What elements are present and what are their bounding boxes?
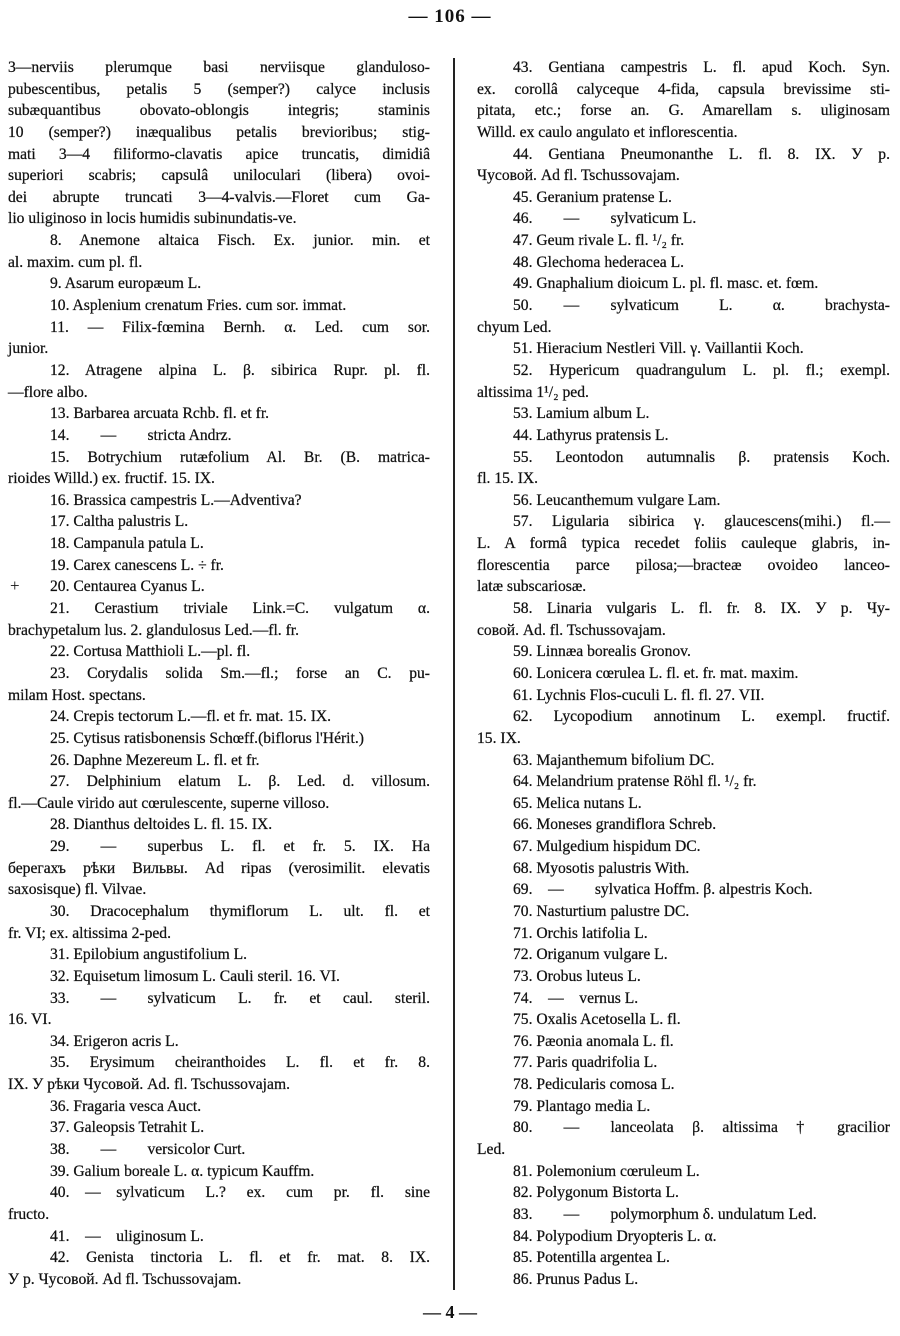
- text-line: 77. Paris quadrifolia L.: [513, 1054, 658, 1072]
- text-line: 49. Gnaphalium dioicum L. pl. fl. masc. et. fœm.: [513, 275, 819, 293]
- text-line: 52. Hypericum quadrangulum L. pl. fl.; exempl.: [513, 361, 890, 379]
- text-line: superiori scabris; capsulâ uniloculari (libera) ovoi-: [8, 167, 430, 185]
- text-line: 56. Leucanthemum vulgare Lam.: [513, 491, 721, 509]
- species-entry: [8, 403, 430, 425]
- text-line: 24. Crepis tectorum L.—fl. et fr. mat. 15. IX.: [50, 708, 332, 726]
- text-line: rioides Willd.) ex. fructif. 15. IX.: [8, 470, 215, 488]
- species-entry: [8, 555, 430, 577]
- text-line: 84. Polypodium Dryopteris L. α.: [513, 1227, 717, 1245]
- text-line: 12. Atragene alpina L. β. sibirica Rupr. pl. fl.: [50, 361, 430, 379]
- text-line: 79. Plantago media L.: [513, 1097, 651, 1115]
- species-entry: [477, 490, 890, 512]
- species-entry: [8, 1226, 430, 1248]
- column-divider: [453, 58, 455, 1290]
- species-entry: [477, 901, 890, 923]
- text-line: fructo.: [8, 1205, 50, 1223]
- species-entry: [477, 1269, 890, 1291]
- species-entry: [477, 447, 890, 490]
- text-line: 9. Asarum europæum L.: [50, 275, 202, 293]
- species-entry: [8, 988, 430, 1031]
- text-line: 59. Linnæa borealis Gronov.: [513, 643, 691, 661]
- species-entry: [8, 425, 430, 447]
- species-entry: [8, 706, 430, 728]
- text-line: fr. VI; ex. altissima 2-ped.: [8, 924, 171, 942]
- text-line: 61. Lychnis Flos-cuculi L. fl. fl. 27. VII.: [513, 686, 765, 704]
- species-entry: [477, 1009, 890, 1031]
- species-entry: [477, 750, 890, 772]
- species-entry: [8, 1117, 430, 1139]
- text-line: 82. Polygonum Bistorta L.: [513, 1184, 679, 1202]
- text-line: 14. — stricta Andrz.: [50, 426, 232, 444]
- text-line: 45. Geranium pratense L.: [513, 188, 672, 206]
- species-entry: [8, 1161, 430, 1183]
- species-entry: [477, 208, 890, 230]
- species-entry: [8, 836, 430, 901]
- text-line: junior.: [8, 340, 49, 358]
- species-entry: [477, 944, 890, 966]
- species-entry: [477, 663, 890, 685]
- page-number: — 106 —: [408, 6, 492, 27]
- species-entry: [8, 750, 430, 772]
- left-column: [8, 57, 430, 1291]
- right-column: [477, 57, 890, 1291]
- text-line: 73. Orobus luteus L.: [513, 967, 641, 985]
- text-line: 51. Hieracium Nestleri Vill. γ. Vaillantii Koch.: [513, 340, 804, 358]
- species-entry: [477, 685, 890, 707]
- text-line: 78. Pedicularis comosa L.: [513, 1076, 675, 1094]
- text-line: 47. Geum rivale L. fl. ¹/₂ fr.: [513, 232, 685, 250]
- text-line: 65. Melica nutans L.: [513, 794, 642, 812]
- species-entry: [477, 252, 890, 274]
- text-line: 50. — sylvaticum L. α. brachysta-: [513, 297, 890, 315]
- species-entry: [477, 598, 890, 641]
- species-entry: [8, 598, 430, 641]
- text-line: 18. Campanula patula L.: [50, 535, 204, 553]
- text-line: 21. Cerastium triviale Link.=C. vulgatum α.: [50, 600, 430, 618]
- text-line: 29. — superbus L. fl. et fr. 5. IX. На: [50, 838, 430, 856]
- text-line: 35. Erysimum cheiranthoides L. fl. et fr. 8.: [50, 1054, 430, 1072]
- species-entry: [8, 1247, 430, 1290]
- species-entry: [477, 814, 890, 836]
- text-line: 41. — uliginosum L.: [50, 1227, 204, 1245]
- species-entry: [477, 338, 890, 360]
- text-line: 25. Cytisus ratisbonensis Schœff.(biflorus l'Hérit.): [50, 729, 364, 747]
- text-line: 38. — versicolor Curt.: [50, 1141, 246, 1159]
- text-line: 70. Nasturtium palustre DC.: [513, 902, 690, 920]
- text-line: fl.—Caule virido aut cœrulescente, superne villoso.: [8, 794, 330, 812]
- text-line: L. A formâ typica recedet foliis cauleque glabris, in-: [477, 535, 890, 553]
- text-line: 81. Polemonium cœruleum L.: [513, 1162, 700, 1180]
- text-line: 34. Erigeron acris L.: [50, 1032, 179, 1050]
- text-line: 67. Mulgedium hispidum DC.: [513, 838, 701, 856]
- species-entry: [477, 836, 890, 858]
- text-line: milam Host. spectans.: [8, 686, 146, 704]
- text-line: ex. corollâ calyceque 4-fida, capsula brevissime sti-: [477, 80, 890, 98]
- species-entry: [477, 1096, 890, 1118]
- text-line: 31. Epilobium angustifolium L.: [50, 946, 248, 964]
- text-line: 85. Potentilla argentea L.: [513, 1249, 670, 1267]
- text-line: dei abrupte truncati 3—4-valvis.—Floret cum Ga-: [8, 188, 430, 206]
- text-line: 15. IX.: [477, 729, 521, 747]
- text-line: 22. Cortusa Matthioli L.—pl. fl.: [50, 643, 251, 661]
- text-line: 27. Delphinium elatum L. β. Led. d. villosum.: [50, 773, 430, 791]
- signature-mark: — 4 —: [423, 1302, 477, 1322]
- text-line: 68. Myosotis palustris With.: [513, 859, 690, 877]
- species-entry: [8, 576, 430, 598]
- text-line: 69. — sylvatica Hoffm. β. alpestris Koch.: [513, 881, 813, 899]
- species-entry: [477, 879, 890, 901]
- species-entry: [477, 1074, 890, 1096]
- species-entry: [477, 923, 890, 945]
- text-line: У р. Чусовой. Ad fl. Tschussovajam.: [8, 1270, 242, 1288]
- text-line: 44. Lathyrus pratensis L.: [513, 426, 669, 444]
- species-entry: [477, 144, 890, 187]
- text-line: 33. — sylvaticum L. fr. et caul. steril.: [50, 989, 430, 1007]
- species-entry: [8, 447, 430, 490]
- text-line: 28. Dianthus deltoides L. fl. 15. IX.: [50, 816, 273, 834]
- species-entry: [477, 1117, 890, 1160]
- text-line: 26. Daphne Mezereum L. fl. et fr.: [50, 751, 260, 769]
- species-entry: [8, 1052, 430, 1095]
- species-entry: [477, 1204, 890, 1226]
- species-entry: [8, 663, 430, 706]
- species-entry: [8, 490, 430, 512]
- text-line: altissima 1¹/₂ ped.: [477, 383, 589, 401]
- species-entry: [8, 511, 430, 533]
- species-entry: [8, 360, 430, 403]
- species-entry: [477, 771, 890, 793]
- text-line: 15. Botrychium rutæfolium Al. Br. (B. matrica-: [50, 448, 430, 466]
- species-entry: [477, 966, 890, 988]
- text-line: 37. Galeopsis Tetrahit L.: [50, 1119, 205, 1137]
- margin-cross-mark: +: [10, 576, 20, 596]
- species-entry: [477, 1247, 890, 1269]
- species-entry: [477, 187, 890, 209]
- species-entry: [477, 988, 890, 1010]
- text-line: 46. — sylvaticum L.: [513, 210, 697, 228]
- text-line: 66. Moneses grandiflora Schreb.: [513, 816, 717, 834]
- species-entry: [477, 360, 890, 403]
- text-line: florescentia parce pilosa;—bracteæ ovoideo lanceo-: [477, 556, 890, 574]
- text-line: 60. Lonicera cœrulea L. fl. et. fr. mat. maxim.: [513, 664, 799, 682]
- species-entry: [8, 901, 430, 944]
- species-entry: [477, 403, 890, 425]
- species-entry: [8, 814, 430, 836]
- species-entry: [8, 57, 430, 230]
- text-line: Led.: [477, 1141, 506, 1159]
- text-line: 74. — vernus L.: [513, 989, 639, 1007]
- species-entry: [8, 1139, 430, 1161]
- text-line: 39. Galium boreale L. α. typicum Kauffm.: [50, 1162, 315, 1180]
- species-entry: [8, 728, 430, 750]
- species-entry: [477, 1052, 890, 1074]
- text-line: pitata, etc.; forse an. G. Amarellam s. uliginosam: [477, 102, 890, 120]
- text-line: 58. Linaria vulgaris L. fl. fr. 8. IX. У р. Чу-: [513, 600, 890, 618]
- species-entry: [477, 511, 890, 598]
- text-line: Чусовой. Ad fl. Tschussovajam.: [477, 167, 680, 185]
- text-line: chyum Led.: [477, 318, 552, 336]
- text-line: saxosisque) fl. Vilvae.: [8, 881, 147, 899]
- text-line: 83. — polymorphum δ. undulatum Led.: [513, 1205, 817, 1223]
- species-entry: [8, 966, 430, 988]
- text-line: 23. Corydalis solida Sm.—fl.; forse an C. pu-: [50, 664, 430, 682]
- text-line: al. maxim. cum pl. fl.: [8, 253, 143, 271]
- text-line: 80. — lanceolata β. altissima † gracilior: [513, 1119, 890, 1137]
- text-line: 10 (semper?) inæqualibus petalis brevioribus; stig-: [8, 123, 430, 141]
- text-line: 10. Asplenium crenatum Fries. cum sor. immat.: [50, 297, 347, 315]
- text-line: mati 3—4 filiformo-clavatis apice truncatis, dimidiâ: [8, 145, 430, 163]
- text-line: 3—nerviis plerumque basi nerviisque glanduloso-: [8, 59, 430, 76]
- text-line: совой. Ad. fl. Tschussovajam.: [477, 621, 666, 639]
- text-line: 30. Dracocephalum thymiflorum L. ult. fl. et: [50, 902, 430, 920]
- species-entry: [477, 295, 890, 338]
- text-line: 75. Oxalis Acetosella L. fl.: [513, 1011, 681, 1029]
- text-line: 71. Orchis latifolia L.: [513, 924, 648, 942]
- species-entry: [477, 1031, 890, 1053]
- species-entry: [477, 1226, 890, 1248]
- species-entry: [477, 641, 890, 663]
- text-line: 11. — Filix-fœmina Bernh. α. Led. cum sor.: [50, 318, 430, 336]
- text-line: 42. Genista tinctoria L. fl. et fr. mat. 8. IX.: [50, 1249, 430, 1267]
- text-line: fl. 15. IX.: [477, 470, 539, 488]
- species-entry: [8, 317, 430, 360]
- species-entry: [477, 706, 890, 749]
- species-entry: [8, 944, 430, 966]
- species-entry: [8, 1031, 430, 1053]
- species-entry: [477, 57, 890, 144]
- species-entry: [477, 793, 890, 815]
- text-line: brachypetalum lus. 2. glandulosus Led.—fl. fr.: [8, 621, 300, 639]
- species-entry: [8, 1182, 430, 1225]
- species-entry: [477, 230, 890, 252]
- species-entry: [477, 425, 890, 447]
- text-line: 62. Lycopodium annotinum L. exempl. fructif.: [513, 708, 890, 726]
- species-entry: [477, 273, 890, 295]
- species-entry: [477, 858, 890, 880]
- text-line: subæquantibus obovato-oblongis integris; staminis: [8, 102, 430, 120]
- text-line: 44. Gentiana Pneumonanthe L. fl. 8. IX. У р.: [513, 145, 890, 163]
- text-line: 32. Equisetum limosum L. Cauli steril. 16. VI.: [50, 967, 340, 985]
- text-line: 20. Centaurea Cyanus L.: [50, 578, 205, 596]
- species-entry: [8, 533, 430, 555]
- species-entry: [8, 295, 430, 317]
- text-line: 64. Melandrium pratense Röhl fl. ¹/₂ fr.: [513, 773, 757, 791]
- text-line: 40. — sylvaticum L.? ex. cum pr. fl. sine: [50, 1184, 430, 1202]
- species-entry: [8, 1096, 430, 1118]
- text-line: latæ subscariosæ.: [477, 578, 587, 596]
- text-line: 19. Carex canescens L. ÷ fr.: [50, 556, 224, 574]
- text-line: 53. Lamium album L.: [513, 405, 650, 423]
- text-line: IX. У рѣки Чусовой. Ad. fl. Tschussovajam.: [8, 1076, 290, 1094]
- text-line: 57. Ligularia sibirica γ. glaucescens(mihi.) fl.—: [513, 513, 890, 531]
- text-line: 63. Majanthemum bifolium DC.: [513, 751, 715, 769]
- species-entry: [477, 1161, 890, 1183]
- text-line: 43. Gentiana campestris L. fl. apud Koch. Syn.: [513, 59, 890, 76]
- text-line: 48. Glechoma hederacea L.: [513, 253, 685, 271]
- species-entry: [8, 230, 430, 273]
- text-line: 76. Pæonia anomala L. fl.: [513, 1032, 674, 1050]
- text-line: pubescentibus, petalis 5 (semper?) calyce inclusis: [8, 80, 430, 98]
- species-entry: [8, 273, 430, 295]
- text-line: 72. Origanum vulgare L.: [513, 946, 668, 964]
- text-line: 13. Barbarea arcuata Rchb. fl. et fr.: [50, 405, 270, 423]
- text-line: 36. Fragaria vesca Auct.: [50, 1097, 202, 1115]
- text-line: 8. Anemone altaica Fisch. Ex. junior. min. et: [50, 232, 430, 250]
- species-entry: [8, 771, 430, 814]
- text-line: 55. Leontodon autumnalis β. pratensis Koch.: [513, 448, 890, 466]
- text-line: 16. Brassica campestris L.—Adventiva?: [50, 491, 302, 509]
- text-line: 16. VI.: [8, 1011, 52, 1029]
- text-line: 17. Caltha palustris L.: [50, 513, 189, 531]
- species-entry: [477, 1182, 890, 1204]
- text-line: берегахъ рѣки Вильвы. Ad ripas (verosimilit. elevatis: [8, 859, 430, 877]
- text-line: 86. Prunus Padus L.: [513, 1270, 639, 1288]
- species-entry: [8, 641, 430, 663]
- text-line: Willd. ex caulo angulato et inflorescentia.: [477, 123, 738, 141]
- text-line: lio uliginoso in locis humidis subinundatis-ve.: [8, 210, 297, 228]
- text-line: —flore albo.: [8, 383, 88, 401]
